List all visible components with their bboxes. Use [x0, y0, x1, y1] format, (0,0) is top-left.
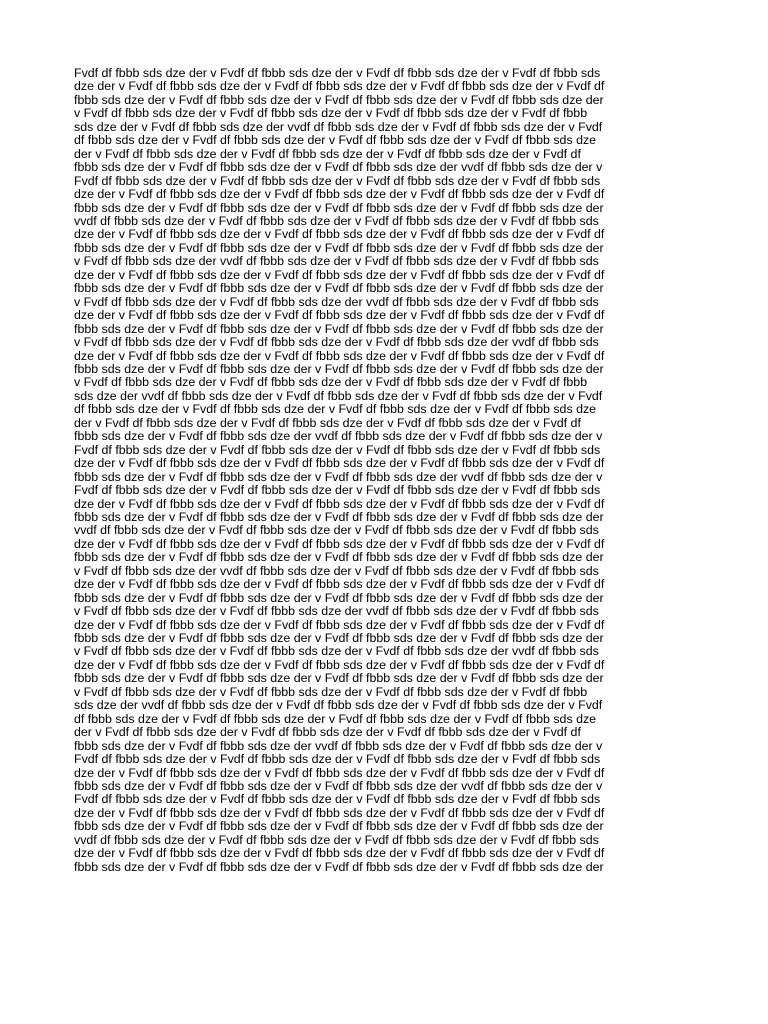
text-line: fbbb sds dze der v Fvdf df fbbb sds dze der v Fvdf df fbbb sds dze der v Fvdf df fbbb sds dze der [74, 860, 604, 874]
text-line: vvdf df fbbb sds dze der v Fvdf df fbbb sds dze der v Fvdf df fbbb sds dze der v Fvdf df fbbb sds [74, 524, 599, 538]
text-line: fbbb sds dze der v Fvdf df fbbb sds dze der v Fvdf df fbbb sds dze der v Fvdf df fbbb sds dze der [74, 551, 604, 565]
text-line: sds dze der vvdf df fbbb sds dze der v Fvdf df fbbb sds dze der v Fvdf df fbbb sds dze der v Fvdf [74, 389, 603, 403]
text-line: v Fvdf df fbbb sds dze der v Fvdf df fbbb sds dze der v Fvdf df fbbb sds dze der vvdf df fbbb sds [74, 645, 599, 659]
text-line: der v Fvdf df fbbb sds dze der v Fvdf df fbbb sds dze der v Fvdf df fbbb sds dze der v Fvdf df [74, 726, 581, 740]
text-line: df fbbb sds dze der v Fvdf df fbbb sds dze der v Fvdf df fbbb sds dze der v Fvdf df fbbb sds dze [74, 403, 597, 417]
text-line: fbbb sds dze der v Fvdf df fbbb sds dze der v Fvdf df fbbb sds dze der v Fvdf df fbbb sds dze der [74, 510, 604, 524]
text-line: Fvdf df fbbb sds dze der v Fvdf df fbbb sds dze der v Fvdf df fbbb sds dze der v Fvdf df fbbb sds [74, 67, 601, 80]
text-line: fbbb sds dze der v Fvdf df fbbb sds dze der v Fvdf df fbbb sds dze der vvdf df fbbb sds dze der v [74, 470, 603, 484]
text-line: df fbbb sds dze der v Fvdf df fbbb sds dze der v Fvdf df fbbb sds dze der v Fvdf df fbbb sds dze [74, 712, 597, 726]
text-line: fbbb sds dze der v Fvdf df fbbb sds dze der v Fvdf df fbbb sds dze der v Fvdf df fbbb sds dze der [74, 591, 604, 605]
text-line: fbbb sds dze der v Fvdf df fbbb sds dze der v Fvdf df fbbb sds dze der vvdf df fbbb sds dze der v [74, 780, 603, 794]
text-line: v Fvdf df fbbb sds dze der vvdf df fbbb sds dze der v Fvdf df fbbb sds dze der v Fvdf df fbbb sds [74, 255, 599, 269]
text-line: dze der v Fvdf df fbbb sds dze der v Fvdf df fbbb sds dze der v Fvdf df fbbb sds dze der v Fvdf df [74, 618, 605, 632]
text-line: fbbb sds dze der v Fvdf df fbbb sds dze der v Fvdf df fbbb sds dze der v Fvdf df fbbb sds dze der [74, 672, 604, 686]
text-line: dze der v Fvdf df fbbb sds dze der v Fvdf df fbbb sds dze der v Fvdf df fbbb sds dze der v Fvdf df [74, 497, 605, 511]
text-line: fbbb sds dze der v Fvdf df fbbb sds dze der v Fvdf df fbbb sds dze der v Fvdf df fbbb sds dze der [74, 362, 604, 376]
text-line: v Fvdf df fbbb sds dze der v Fvdf df fbbb sds dze der v Fvdf df fbbb sds dze der v Fvdf df fbbb [74, 107, 588, 121]
text-line: dze der v Fvdf df fbbb sds dze der v Fvdf df fbbb sds dze der v Fvdf df fbbb sds dze der v Fvdf df [74, 806, 605, 820]
text-line: dze der v Fvdf df fbbb sds dze der v Fvdf df fbbb sds dze der v Fvdf df fbbb sds dze der v Fvdf df [74, 228, 605, 242]
text-line: v Fvdf df fbbb sds dze der v Fvdf df fbbb sds dze der vvdf df fbbb sds dze der v Fvdf df fbbb sds [74, 605, 599, 619]
text-line: fbbb sds dze der v Fvdf df fbbb sds dze der v Fvdf df fbbb sds dze der v Fvdf df fbbb sds dze der [74, 322, 604, 336]
text-line: dze der v Fvdf df fbbb sds dze der v Fvdf df fbbb sds dze der v Fvdf df fbbb sds dze der v Fvdf df [74, 658, 605, 672]
text-line: dze der v Fvdf df fbbb sds dze der v Fvdf df fbbb sds dze der v Fvdf df fbbb sds dze der v Fvdf df [74, 457, 605, 471]
text-line: dze der v Fvdf df fbbb sds dze der v Fvdf df fbbb sds dze der v Fvdf df fbbb sds dze der v Fvdf df [74, 766, 605, 780]
text-line: fbbb sds dze der v Fvdf df fbbb sds dze der v Fvdf df fbbb sds dze der v Fvdf df fbbb sds dze der [74, 93, 604, 107]
text-line: dze der v Fvdf df fbbb sds dze der v Fvdf df fbbb sds dze der v Fvdf df fbbb sds dze der v Fvdf df [74, 309, 605, 323]
text-line: dze der v Fvdf df fbbb sds dze der v Fvdf df fbbb sds dze der v Fvdf df fbbb sds dze der v Fvdf df [74, 847, 605, 861]
text-line: fbbb sds dze der v Fvdf df fbbb sds dze der v Fvdf df fbbb sds dze der v Fvdf df fbbb sds dze der [74, 820, 604, 834]
text-line: dze der v Fvdf df fbbb sds dze der v Fvdf df fbbb sds dze der v Fvdf df fbbb sds dze der v Fvdf df [74, 268, 605, 282]
text-line: fbbb sds dze der v Fvdf df fbbb sds dze der v Fvdf df fbbb sds dze der v Fvdf df fbbb sds dze der [74, 241, 604, 255]
text-line: dze der v Fvdf df fbbb sds dze der v Fvdf df fbbb sds dze der v Fvdf df fbbb sds dze der v Fvdf df [74, 349, 605, 363]
text-line: dze der v Fvdf df fbbb sds dze der v Fvdf df fbbb sds dze der v Fvdf df fbbb sds dze der v Fvdf df [74, 80, 605, 94]
text-line: v Fvdf df fbbb sds dze der v Fvdf df fbbb sds dze der v Fvdf df fbbb sds dze der vvdf df fbbb sds [74, 336, 599, 350]
text-line: sds dze der v Fvdf df fbbb sds dze der vvdf df fbbb sds dze der v Fvdf df fbbb sds dze der v Fvdf [74, 120, 603, 134]
text-line: dze der v Fvdf df fbbb sds dze der v Fvdf df fbbb sds dze der v Fvdf df fbbb sds dze der v Fvdf df [74, 188, 605, 202]
text-line: sds dze der vvdf df fbbb sds dze der v Fvdf df fbbb sds dze der v Fvdf df fbbb sds dze der v Fvdf [74, 699, 603, 713]
text-line: Fvdf df fbbb sds dze der v Fvdf df fbbb sds dze der v Fvdf df fbbb sds dze der v Fvdf df fbbb sds [74, 484, 601, 498]
text-line: v Fvdf df fbbb sds dze der v Fvdf df fbbb sds dze der vvdf df fbbb sds dze der v Fvdf df fbbb sds [74, 295, 599, 309]
text-line: Fvdf df fbbb sds dze der v Fvdf df fbbb sds dze der v Fvdf df fbbb sds dze der v Fvdf df fbbb sds [74, 174, 601, 188]
text-line: v Fvdf df fbbb sds dze der v Fvdf df fbbb sds dze der v Fvdf df fbbb sds dze der v Fvdf df fbbb [74, 685, 588, 699]
text-line: der v Fvdf df fbbb sds dze der v Fvdf df fbbb sds dze der v Fvdf df fbbb sds dze der v Fvdf df [74, 147, 581, 161]
text-line: fbbb sds dze der v Fvdf df fbbb sds dze der v Fvdf df fbbb sds dze der v Fvdf df fbbb sds dze der [74, 282, 604, 296]
text-line: v Fvdf df fbbb sds dze der vvdf df fbbb sds dze der v Fvdf df fbbb sds dze der v Fvdf df fbbb sds [74, 564, 599, 578]
text-line: vvdf df fbbb sds dze der v Fvdf df fbbb sds dze der v Fvdf df fbbb sds dze der v Fvdf df fbbb sds [74, 214, 599, 228]
text-line: Fvdf df fbbb sds dze der v Fvdf df fbbb sds dze der v Fvdf df fbbb sds dze der v Fvdf df fbbb sds [74, 753, 601, 767]
text-line: Fvdf df fbbb sds dze der v Fvdf df fbbb sds dze der v Fvdf df fbbb sds dze der v Fvdf df fbbb sds [74, 793, 601, 807]
text-line: fbbb sds dze der v Fvdf df fbbb sds dze der v Fvdf df fbbb sds dze der v Fvdf df fbbb sds dze der [74, 201, 604, 215]
text-line: Fvdf df fbbb sds dze der v Fvdf df fbbb sds dze der v Fvdf df fbbb sds dze der v Fvdf df fbbb sds [74, 443, 601, 457]
body-text [74, 67, 698, 874]
text-line: df fbbb sds dze der v Fvdf df fbbb sds dze der v Fvdf df fbbb sds dze der v Fvdf df fbbb sds dze [74, 134, 597, 148]
text-line: vvdf df fbbb sds dze der v Fvdf df fbbb sds dze der v Fvdf df fbbb sds dze der v Fvdf df fbbb sds [74, 833, 599, 847]
text-line: der v Fvdf df fbbb sds dze der v Fvdf df fbbb sds dze der v Fvdf df fbbb sds dze der v Fvdf df [74, 416, 581, 430]
text-line: v Fvdf df fbbb sds dze der v Fvdf df fbbb sds dze der v Fvdf df fbbb sds dze der v Fvdf df fbbb [74, 376, 588, 390]
text-line: fbbb sds dze der v Fvdf df fbbb sds dze der vvdf df fbbb sds dze der v Fvdf df fbbb sds dze der v [74, 430, 603, 444]
text-line: dze der v Fvdf df fbbb sds dze der v Fvdf df fbbb sds dze der v Fvdf df fbbb sds dze der v Fvdf df [74, 537, 605, 551]
text-line: dze der v Fvdf df fbbb sds dze der v Fvdf df fbbb sds dze der v Fvdf df fbbb sds dze der v Fvdf df [74, 578, 605, 592]
text-line: fbbb sds dze der v Fvdf df fbbb sds dze der vvdf df fbbb sds dze der v Fvdf df fbbb sds dze der v [74, 739, 603, 753]
text-line: fbbb sds dze der v Fvdf df fbbb sds dze der v Fvdf df fbbb sds dze der v Fvdf df fbbb sds dze der [74, 632, 604, 646]
text-line: fbbb sds dze der v Fvdf df fbbb sds dze der v Fvdf df fbbb sds dze der vvdf df fbbb sds dze der v [74, 161, 603, 175]
